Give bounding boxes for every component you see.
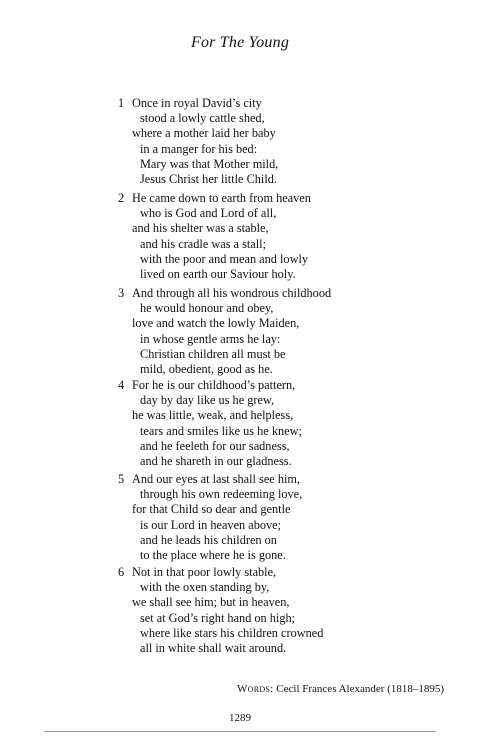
stanza-number: 3 (118, 286, 125, 300)
verse-line: lived on earth our Saviour holy. (140, 267, 296, 282)
verse-line: stood a lowly cattle shed, (140, 111, 265, 126)
verse-line: Not in that poor lowly stable, (132, 565, 277, 579)
verse-line: tears and smiles like us he knew; (140, 423, 302, 438)
verse-line: day by day like us he grew, (140, 393, 275, 408)
verse-line: where like stars his children crowned (140, 625, 324, 640)
bottom-rule (44, 731, 436, 732)
verse-line: he was little, weak, and helpless, (132, 408, 294, 423)
stanza-lines (132, 378, 302, 469)
verse-line: Once in royal David’s city (132, 96, 262, 110)
verse-line: Jesus Christ her little Child. (140, 172, 277, 187)
verse-line: and he feeleth for our sadness, (140, 438, 290, 453)
attribution-label: Words: (236, 683, 274, 695)
stanza-number: 4 (118, 378, 125, 392)
verse-line: set at God’s right hand on high; (140, 610, 296, 625)
stanza-lines (132, 96, 278, 187)
verse-line: we shall see him; but in heaven, (132, 595, 290, 610)
stanza-number: 1 (118, 96, 125, 110)
stanza-number: 6 (118, 565, 125, 579)
hymn-title: For The Young (190, 34, 290, 51)
verse-line: He came down to earth from heaven (132, 191, 311, 205)
stanza-lines (132, 286, 331, 377)
verse-line: mild, obedient, good as he. (140, 362, 273, 377)
verse-line: Mary was that Mother mild, (140, 156, 279, 171)
verse-line: And through all his wondrous childhood (132, 286, 332, 300)
verse-line: in a manger for his bed: (140, 141, 258, 156)
stanza-lines (132, 191, 311, 282)
verse-line: with the poor and mean and lowly (140, 251, 309, 266)
verse-line: with the oxen standing by, (140, 580, 270, 595)
verse-line: Christian children all must be (140, 346, 286, 361)
verse-line: and his shelter was a stable, (132, 221, 269, 236)
stanza-number: 5 (118, 472, 125, 486)
verse-line: For he is our childhood’s pattern, (132, 378, 296, 392)
verse-line: is our Lord in heaven above; (140, 517, 282, 532)
verse-line: And our eyes at last shall see him, (132, 472, 301, 486)
verse-line: love and watch the lowly Maiden, (132, 316, 300, 331)
verse-line: he would honour and obey, (140, 301, 274, 316)
stanza-number: 2 (118, 191, 125, 205)
verse-line: and he shareth in our gladness. (140, 454, 292, 469)
verse-line: to the place where he is gone. (140, 548, 286, 563)
verse-line: and he leads his children on (140, 532, 277, 547)
verse-line: who is God and Lord of all, (140, 206, 277, 221)
verse-line: where a mother laid her baby (132, 126, 276, 141)
verse-line: through his own redeeming love, (140, 487, 303, 502)
attribution-author: Cecil Frances Alexander (1818–1895) (276, 683, 444, 695)
verse-line: all in white shall wait around. (140, 641, 287, 656)
verse-line: and his cradle was a stall; (140, 236, 267, 251)
stanza-lines (132, 565, 323, 656)
page-number: 1289 (229, 712, 251, 724)
attribution (237, 683, 444, 695)
stanza-lines (132, 472, 302, 563)
verse-line: for that Child so dear and gentle (132, 502, 291, 517)
verse-line: in whose gentle arms he lay: (140, 331, 281, 346)
